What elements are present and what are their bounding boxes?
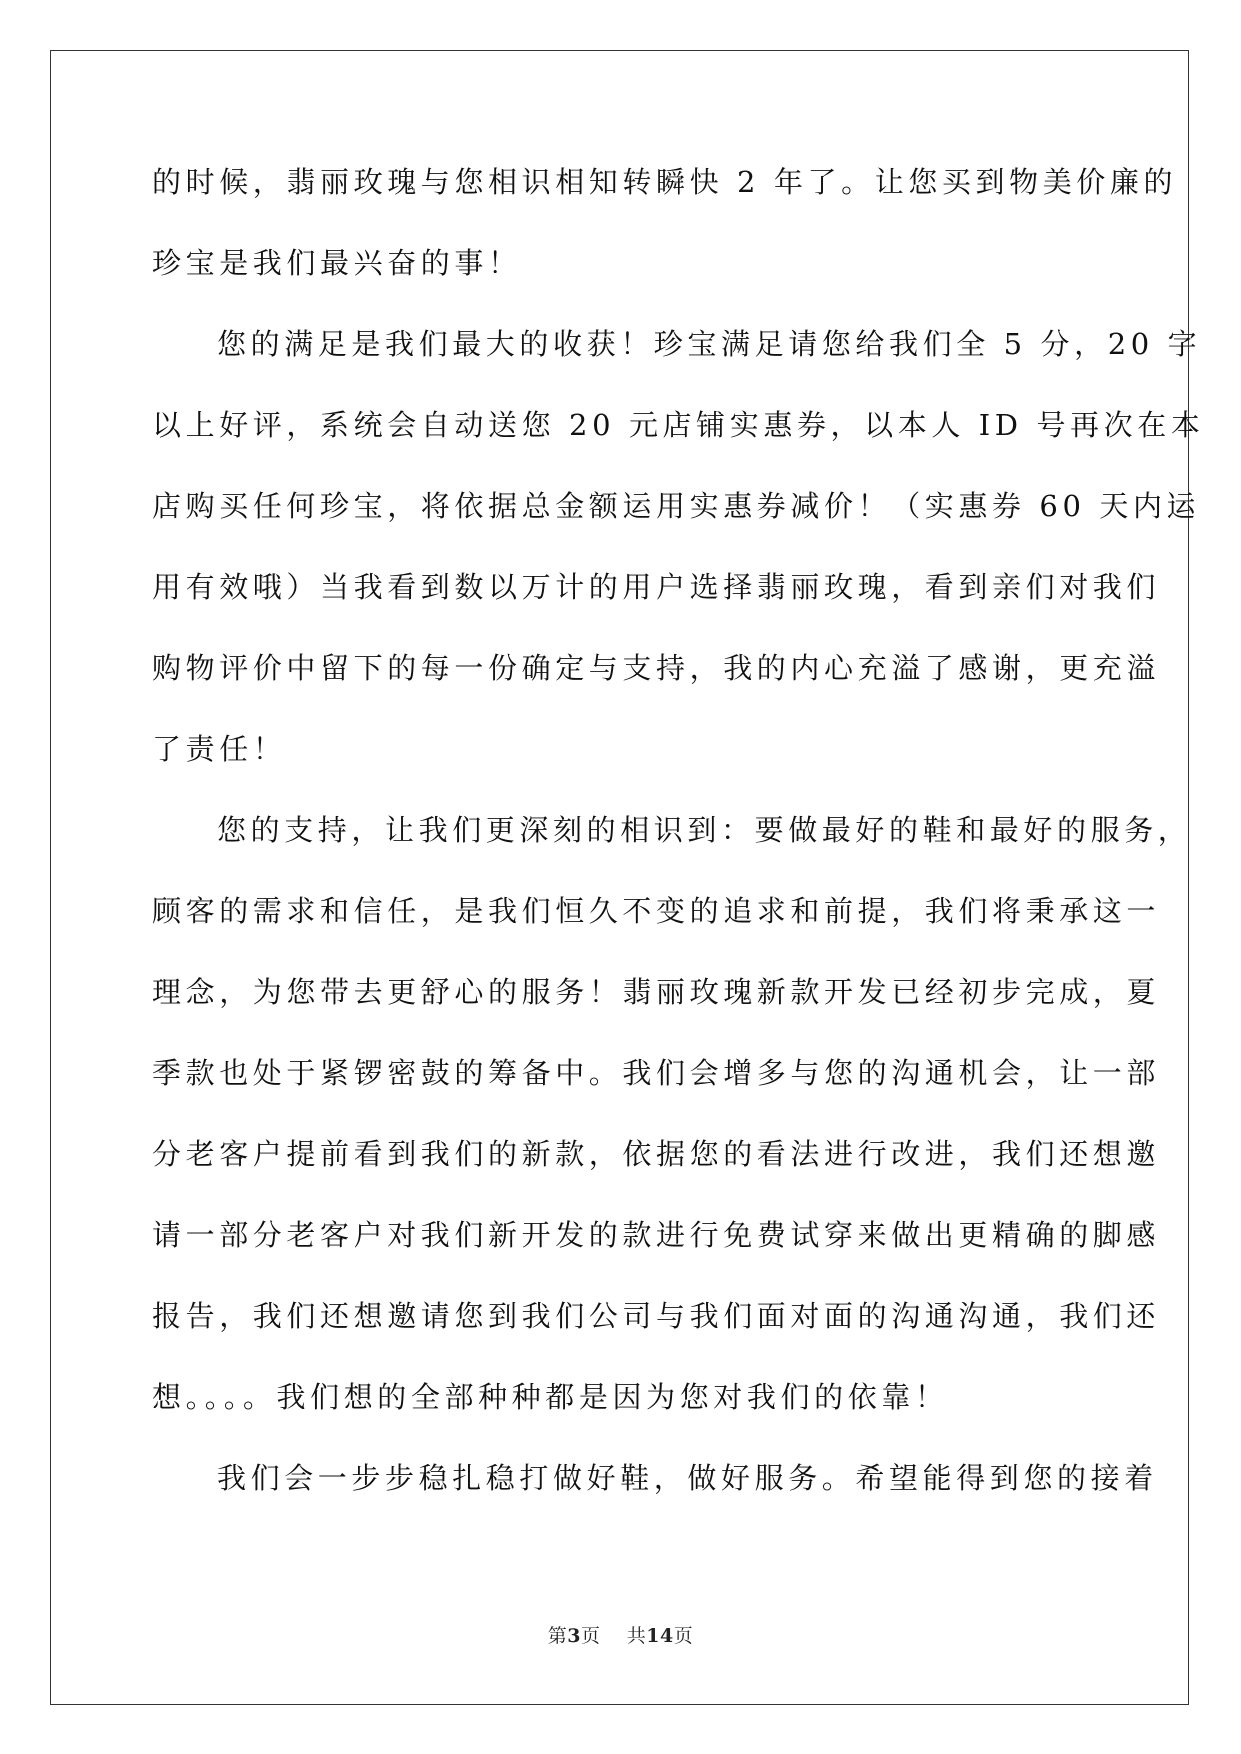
text-line: 请一部分老客户对我们新开发的款进行免费试穿来做出更精确的脚感 [152,1218,1161,1252]
page-footer [0,1621,1241,1648]
page-prefix: 第 [547,1625,568,1647]
total-pages: 14 [646,1625,674,1647]
text-line: 季款也处于紧锣密鼓的筹备中。我们会增多与您的沟通机会，让一部 [152,1056,1161,1090]
text-line: 您的支持，让我们更深刻的相识到：要做最好的鞋和最好的服务， [217,813,1192,847]
text-line: 珍宝是我们最兴奋的事！ [152,246,522,280]
text-line: 购物评价中留下的每一份确定与支持，我的内心充溢了感谢，更充溢 [152,651,1161,685]
text-line: 报告，我们还想邀请您到我们公司与我们面对面的沟通沟通，我们还 [152,1299,1161,1333]
text-line: 理念，为您带去更舒心的服务！翡丽玫瑰新款开发已经初步完成，夏 [152,975,1161,1009]
text-line: 想。。。。我们想的全部种种都是因为您对我们的依靠！ [152,1380,949,1414]
text-line: 店购买任何珍宝，将依据总金额运用实惠券减价！（实惠券 60 天内运 [152,489,1201,523]
text-line: 我们会一步步稳扎稳打做好鞋，做好服务。希望能得到您的接着 [217,1461,1158,1495]
text-line: 您的满足是我们最大的收获！珍宝满足请您给我们全 5 分，20 字 [217,327,1202,361]
page-suffix: 页 [581,1625,601,1647]
text-line: 的时候，翡丽玫瑰与您相识相知转瞬快 2 年了。让您买到物美价廉的 [152,165,1178,199]
total-prefix: 共 [626,1625,647,1647]
text-line: 了责任！ [152,732,287,766]
text-line: 以上好评，系统会自动送您 20 元店铺实惠券，以本人 ID 号再次在本 [152,408,1205,442]
text-line: 分老客户提前看到我们的新款，依据您的看法进行改进，我们还想邀 [152,1137,1161,1171]
text-line: 用有效哦）当我看到数以万计的用户选择翡丽玫瑰，看到亲们对我们 [152,570,1161,604]
text-line: 顾客的需求和信任，是我们恒久不变的追求和前提，我们将秉承这一 [152,894,1161,928]
page-number: 3 [567,1625,582,1647]
total-suffix: 页 [673,1625,694,1647]
document-body [152,162,1205,1539]
